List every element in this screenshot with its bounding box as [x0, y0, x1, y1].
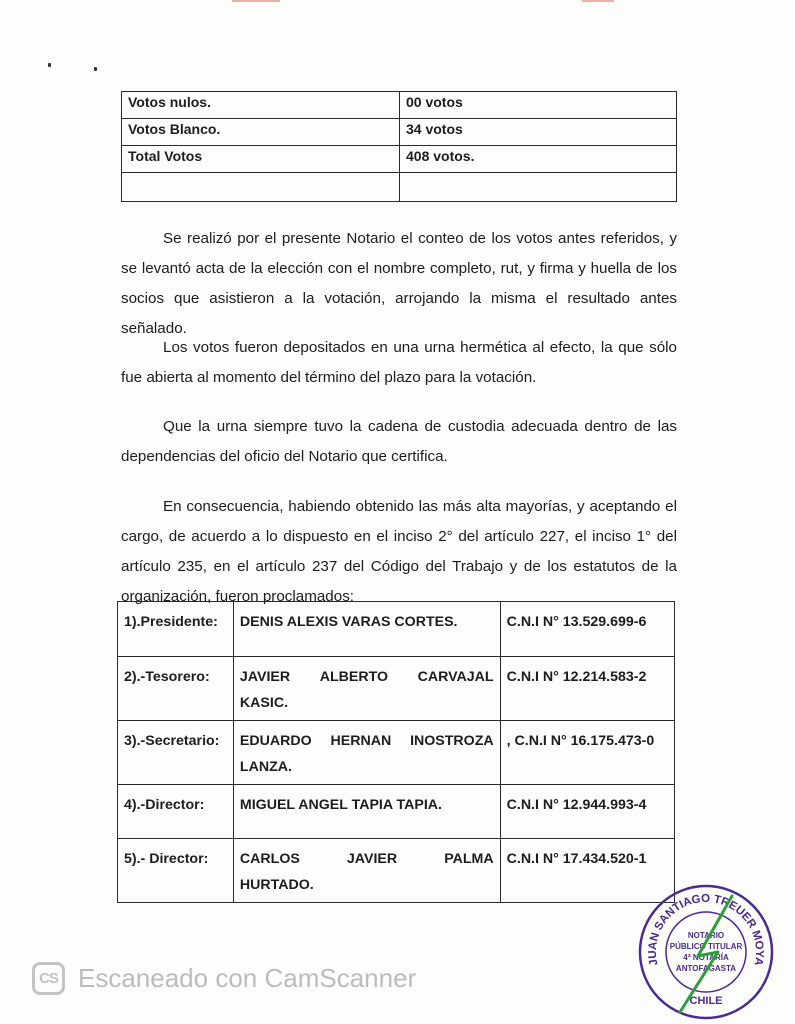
table-row [118, 602, 675, 657]
paragraph-text: En consecuencia, habiendo obtenido las más alta mayorías, y aceptando el cargo, de acuerdo a lo dispuesto en el inciso 2° del artículo 227, el inciso 1° del artículo 235, en el artículo 237 del Código del Trabajo y de los estatutos de la organización, fueron proclamados: [121, 498, 677, 605]
scan-speck [48, 63, 51, 67]
scan-speck [94, 67, 97, 71]
top-edge-mark-right [582, 0, 614, 2]
officer-name-line: HURTADO. [239, 877, 314, 893]
table-row [118, 785, 675, 839]
table-row [122, 119, 677, 146]
stamp-line: ANTOFAGASTA [675, 964, 737, 973]
officer-name-line: KASIC. [239, 695, 289, 711]
empty-cell [400, 173, 677, 202]
officer-role: 4).-Director: [118, 785, 234, 839]
paragraph-proclamation [121, 492, 677, 612]
stamp-ring-text: JUAN SANTIAGO TREUER MOYA [646, 892, 766, 967]
officer-name [233, 839, 500, 903]
paragraph-custody [121, 412, 677, 472]
paragraph-vote-count [121, 224, 677, 344]
officer-role: 5).- Director: [118, 839, 234, 903]
name-word: INOSTROZA [410, 733, 494, 749]
officer-name-line: DENIS ALEXIS VARAS CORTES. [239, 614, 458, 630]
name-word: HERNAN [330, 733, 392, 749]
votes-label: Total Votos [122, 146, 400, 173]
votes-label: Votos nulos. [122, 92, 400, 119]
votes-value: 00 votos [400, 92, 677, 119]
officer-id: C.N.I N° 12.944.993-4 [500, 785, 674, 839]
officer-name-line: MIGUEL ANGEL TAPIA TAPIA. [239, 797, 442, 813]
paragraph-ballot-box [121, 333, 677, 393]
name-word: PALMA [444, 851, 494, 867]
paragraph-text: Los votos fueron depositados en una urna hermética al efecto, la que sólo fue abierta al momento del término del plazo para la votación. [121, 339, 677, 386]
officer-role: 2).-Tesorero: [118, 657, 234, 721]
name-word: CARLOS [239, 851, 300, 867]
watermark-text: Escaneado con CamScanner [78, 963, 417, 993]
stamp-inner-ring [666, 912, 746, 992]
name-word: ALBERTO [319, 669, 389, 685]
officer-name [233, 657, 500, 721]
officer-id: C.N.I N° 12.214.583-2 [500, 657, 674, 721]
paragraph-text: Que la urna siempre tuvo la cadena de custodia adecuada dentro de las dependencias del oficio del Notario que certifica. [121, 418, 677, 465]
officer-name-line [240, 728, 494, 754]
votes-value: 34 votos [400, 119, 677, 146]
notary-stamp [636, 882, 776, 1022]
officer-id: , C.N.I N° 16.175.473-0 [500, 721, 674, 785]
officer-name-line: LANZA. [239, 759, 292, 775]
name-word: EDUARDO [239, 733, 312, 749]
stamp-line: NOTARIO [687, 931, 725, 940]
officer-role: 3).-Secretario: [118, 721, 234, 785]
officers-table [117, 601, 675, 903]
table-row [122, 146, 677, 173]
table-row [118, 657, 675, 721]
table-row [122, 92, 677, 119]
officer-id: C.N.I N° 17.434.520-1 [500, 839, 674, 903]
officer-id: C.N.I N° 13.529.699-6 [500, 602, 674, 657]
officer-name [233, 721, 500, 785]
name-word: CARVAJAL [417, 669, 494, 685]
name-word: JAVIER [346, 851, 398, 867]
name-word: JAVIER [239, 669, 291, 685]
officer-role: 1).Presidente: [118, 602, 234, 657]
table-row [118, 721, 675, 785]
officer-name-line [240, 846, 494, 872]
stamp-bottom-text: CHILE [689, 995, 723, 1007]
paragraph-text: Se realizó por el presente Notario el conteo de los votos antes referidos, y se levantó acta de la elección con el nombre completo, rut, y firma y huella de los socios que asistieron a la votación, arrojando la misma el resultado antes señalado. [121, 230, 677, 337]
top-edge-mark-left [232, 0, 280, 2]
table-row [118, 839, 675, 903]
stamp-line: PÚBLICO TITULAR [669, 942, 743, 951]
table-row-empty [122, 173, 677, 202]
stamp-line: 4ª NOTARÍA [683, 953, 729, 962]
officer-name [233, 785, 500, 839]
votes-table [121, 91, 677, 202]
officer-name-line [240, 664, 494, 690]
camscanner-watermark [32, 962, 416, 995]
votes-value: 408 votos. [400, 146, 677, 173]
camscanner-logo: CS [32, 962, 65, 995]
empty-cell [122, 173, 400, 202]
officer-name [233, 602, 500, 657]
votes-label: Votos Blanco. [122, 119, 400, 146]
